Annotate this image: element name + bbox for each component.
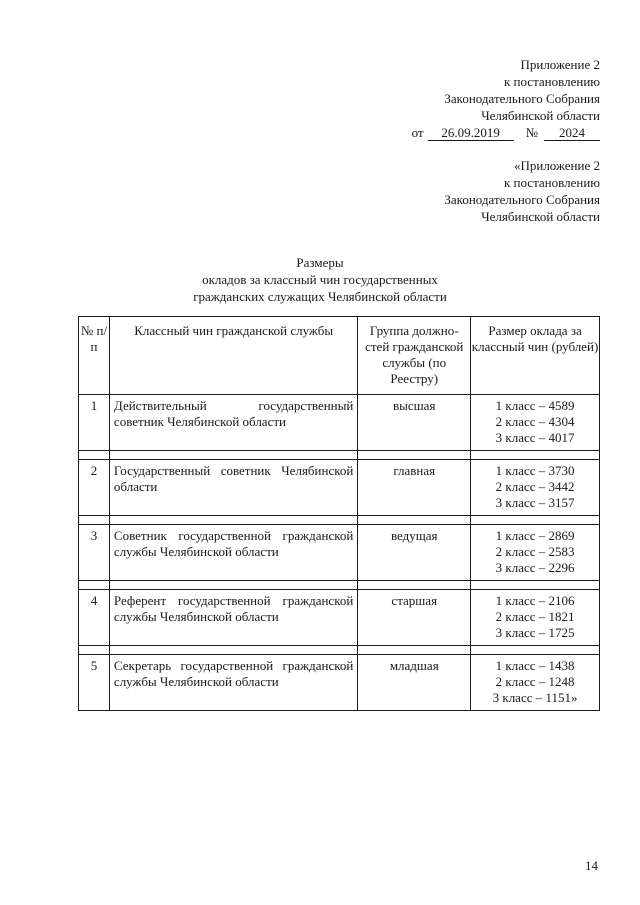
salary-line: 1 класс – 2869	[495, 528, 575, 543]
salary-line: 3 класс – 2296	[495, 560, 575, 575]
spacer-cell	[358, 451, 471, 460]
table-row	[79, 460, 600, 516]
row-rank: Действительный государственный советник Челябинской области	[109, 395, 357, 451]
row-group: высшая	[358, 395, 471, 451]
row-rank: Советник государственной гражданской службы Челябинской области	[109, 525, 357, 581]
row-salaries	[471, 460, 600, 516]
row-number: 5	[79, 655, 110, 711]
row-salaries	[471, 590, 600, 646]
row-rank: Государственный советник Челябинской области	[109, 460, 357, 516]
spacer-cell	[79, 581, 110, 590]
row-number: 3	[79, 525, 110, 581]
salary-line: 3 класс – 4017	[495, 430, 575, 445]
row-spacer	[79, 646, 600, 655]
appendix-line: к постановлению	[503, 74, 600, 89]
spacer-cell	[109, 581, 357, 590]
row-spacer	[79, 581, 600, 590]
header-num: № п/п	[79, 317, 110, 395]
salary-line: 2 класс – 2583	[495, 544, 575, 559]
spacer-cell	[471, 451, 600, 460]
salary-line: 1 класс – 3730	[495, 463, 575, 478]
header-rank: Классный чин гражданской службы	[109, 317, 357, 395]
row-salaries	[471, 395, 600, 451]
appendix-line: Челябинской области	[481, 108, 600, 123]
salary-line: 3 класс – 1151»	[492, 690, 578, 705]
salary-line: 2 класс – 1248	[495, 674, 575, 689]
table-row	[79, 590, 600, 646]
page-number: 14	[585, 858, 598, 873]
row-salaries	[471, 525, 600, 581]
header-salary: Размер оклада за классный чин (рублей)	[471, 317, 600, 395]
row-number: 2	[79, 460, 110, 516]
spacer-cell	[109, 646, 357, 655]
spacer-cell	[79, 451, 110, 460]
spacer-cell	[358, 646, 471, 655]
document-title	[0, 254, 640, 305]
salary-line: 2 класс – 1821	[495, 609, 575, 624]
salary-line: 2 класс – 4304	[495, 414, 575, 429]
row-salaries	[471, 655, 600, 711]
spacer-cell	[79, 516, 110, 525]
appendix-line: «Приложение 2	[513, 158, 600, 173]
spacer-cell	[471, 516, 600, 525]
row-group: старшая	[358, 590, 471, 646]
table-row	[79, 525, 600, 581]
appendix-header-new	[412, 56, 600, 141]
salary-line: 3 класс – 3157	[495, 495, 575, 510]
date-prefix: от	[411, 125, 424, 140]
salary-line: 2 класс – 3442	[495, 479, 575, 494]
spacer-cell	[471, 646, 600, 655]
appendix-line: к постановлению	[503, 175, 600, 190]
title-line: окладов за классный чин государственных	[202, 272, 438, 287]
salary-line: 1 класс – 1438	[495, 658, 575, 673]
table-row	[79, 395, 600, 451]
resolution-number: 2024	[544, 125, 600, 141]
row-number: 1	[79, 395, 110, 451]
date-number-line	[412, 124, 600, 141]
spacer-cell	[358, 516, 471, 525]
row-group: главная	[358, 460, 471, 516]
appendix-line: Законодательного Собрания	[444, 192, 600, 207]
spacer-cell	[79, 646, 110, 655]
row-spacer	[79, 516, 600, 525]
spacer-cell	[109, 451, 357, 460]
row-rank: Секретарь государственной гражданской службы Челябинской области	[109, 655, 357, 711]
row-group: младшая	[358, 655, 471, 711]
row-rank: Референт государственной гражданской службы Челябинской области	[109, 590, 357, 646]
appendix-line: Челябинской области	[481, 209, 600, 224]
salary-line: 1 класс – 4589	[495, 398, 575, 413]
appendix-line: Приложение 2	[520, 57, 600, 72]
title-line: Размеры	[296, 255, 344, 270]
row-number: 4	[79, 590, 110, 646]
table-row	[79, 655, 600, 711]
spacer-cell	[358, 581, 471, 590]
salary-line: 1 класс – 2106	[495, 593, 575, 608]
header-group: Группа должно-стей гражданской службы (по Реестру)	[358, 317, 471, 395]
spacer-cell	[471, 581, 600, 590]
appendix-header-old	[444, 157, 600, 225]
row-group: ведущая	[358, 525, 471, 581]
resolution-date: 26.09.2019	[428, 125, 514, 141]
table-body	[79, 395, 600, 711]
salary-line: 3 класс – 1725	[495, 625, 575, 640]
salary-table	[78, 316, 600, 711]
number-prefix: №	[525, 125, 538, 140]
appendix-line: Законодательного Собрания	[444, 91, 600, 106]
spacer-cell	[109, 516, 357, 525]
table-header-row	[79, 317, 600, 395]
title-line: гражданских служащих Челябинской области	[193, 289, 447, 304]
row-spacer	[79, 451, 600, 460]
